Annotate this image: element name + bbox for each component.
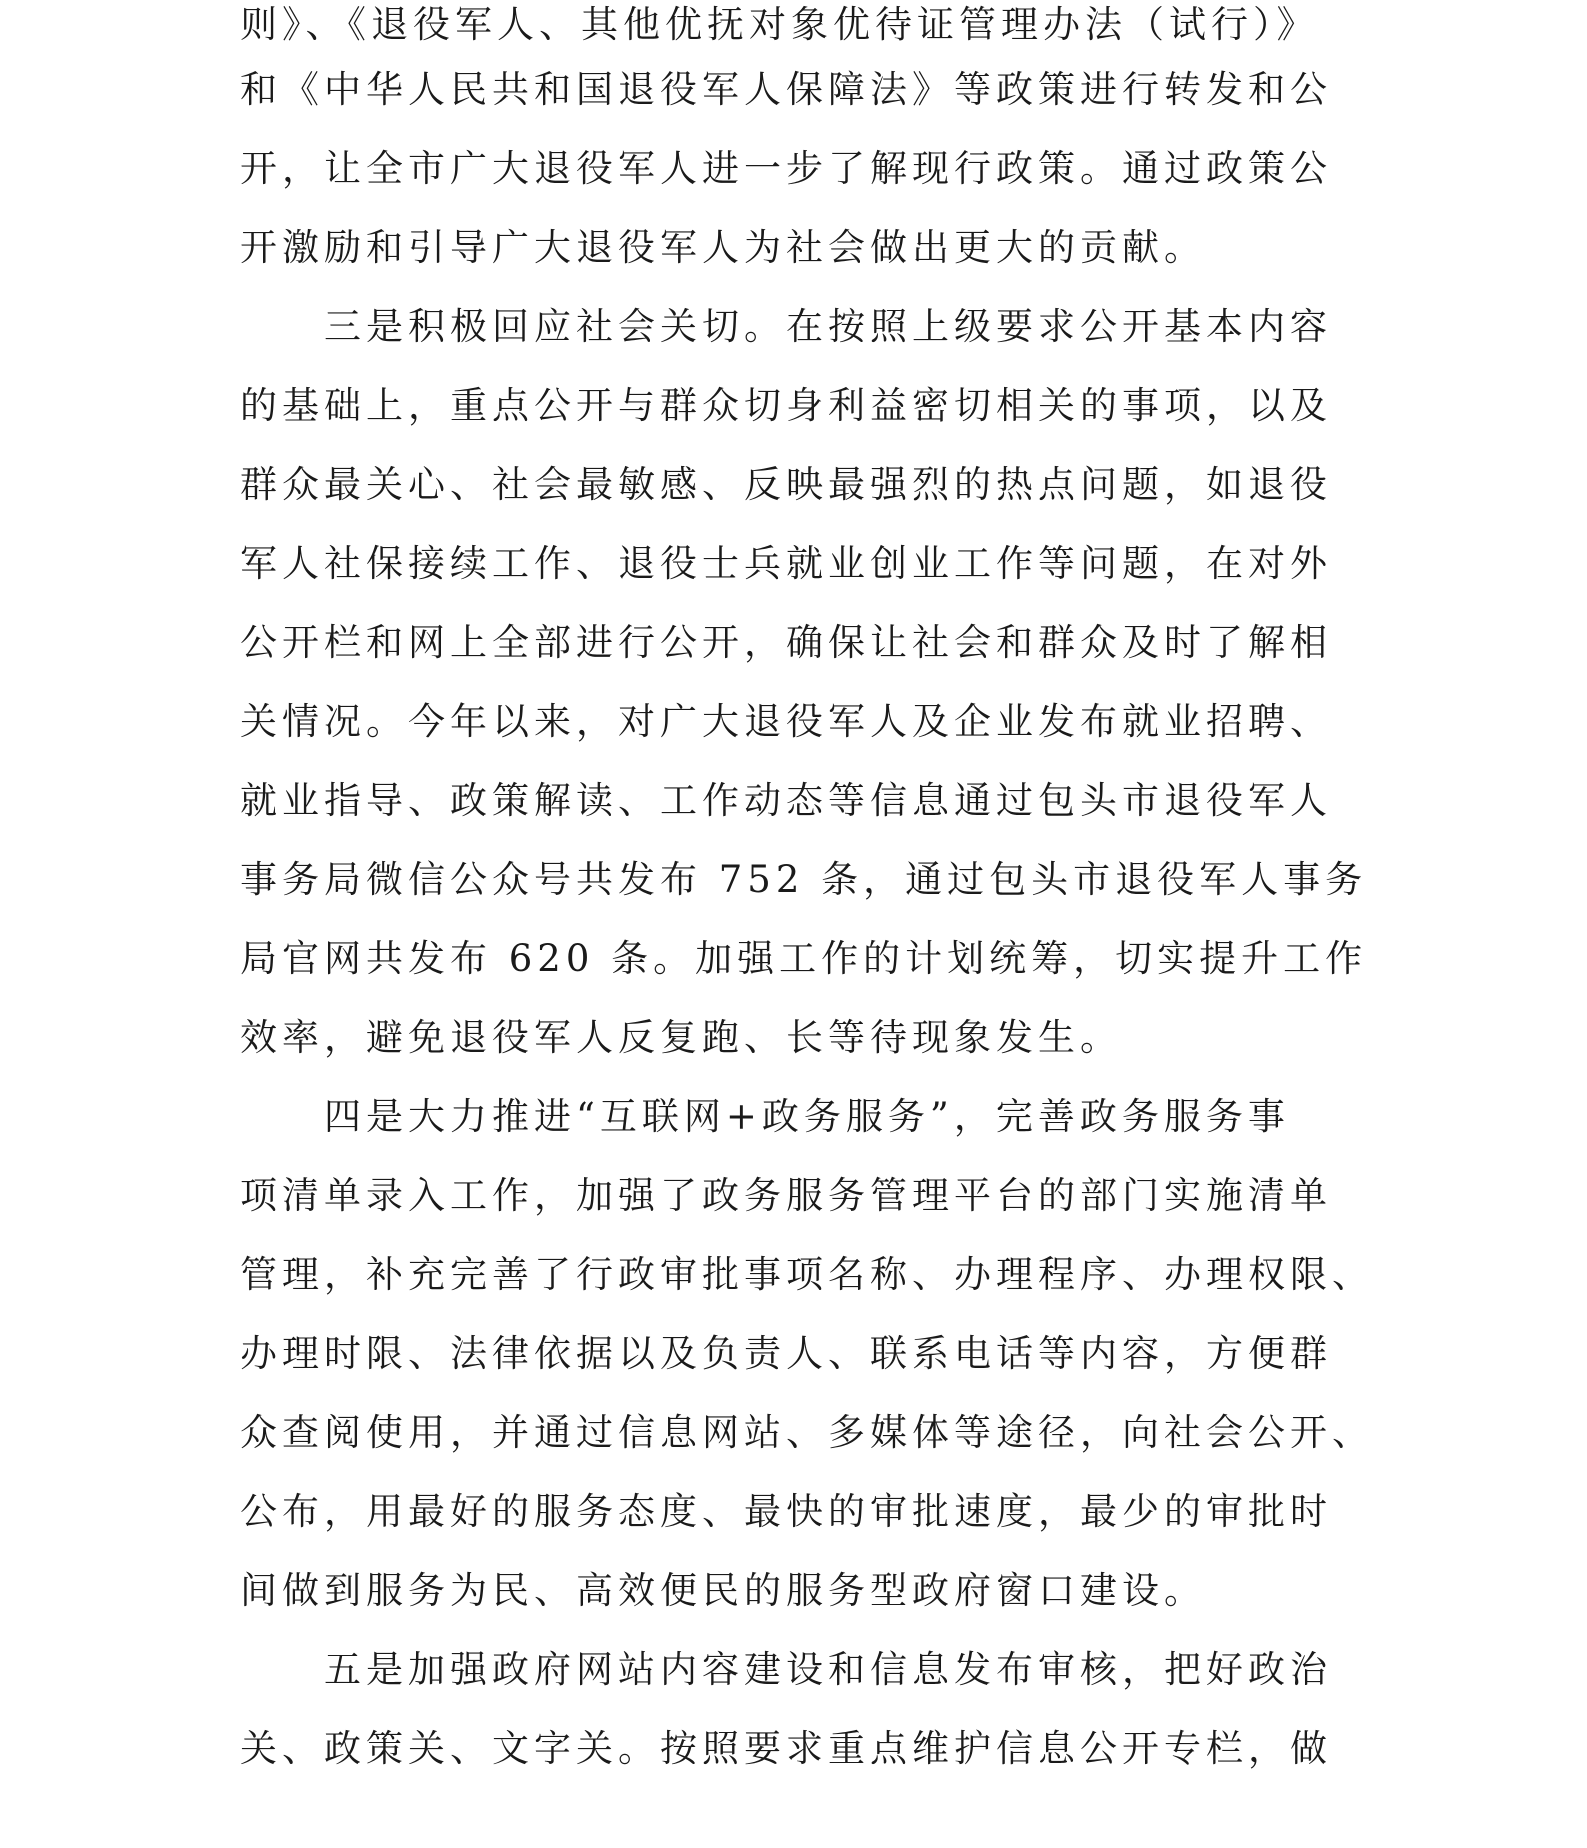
- text-line: 开激励和引导广大退役军人为社会做出更大的贡献。: [240, 226, 1206, 269]
- text-line: 群众最关心、社会最敏感、反映最强烈的热点问题，如退役: [240, 463, 1332, 506]
- text-line: 的基础上，重点公开与群众切身利益密切相关的事项，以及: [240, 384, 1332, 427]
- text-line: 间做到服务为民、高效便民的服务型政府窗口建设。: [240, 1569, 1206, 1612]
- text-line: 军人社保接续工作、退役士兵就业创业工作等问题，在对外: [240, 542, 1332, 585]
- text-line: 众查阅使用，并通过信息网站、多媒体等途径，向社会公开、: [240, 1411, 1374, 1454]
- text-line: 关、政策关、文字关。按照要求重点维护信息公开专栏，做: [240, 1727, 1332, 1770]
- text-line: 开，让全市广大退役军人进一步了解现行政策。通过政策公: [240, 147, 1332, 190]
- text-line: 办理时限、法律依据以及负责人、联系电话等内容，方便群: [240, 1332, 1332, 1375]
- text-line: 就业指导、政策解读、工作动态等信息通过包头市退役军人: [240, 779, 1332, 822]
- text-line: 项清单录入工作，加强了政务服务管理平台的部门实施清单: [240, 1174, 1332, 1217]
- paragraph-start-line: 四是大力推进“互联网+政务服务”，完善政务服务事: [324, 1095, 1290, 1138]
- text-line: 公布，用最好的服务态度、最快的审批速度，最少的审批时: [240, 1490, 1332, 1533]
- paragraph-start-line: 三是积极回应社会关切。在按照上级要求公开基本内容: [324, 305, 1332, 348]
- text-line: 事务局微信公众号共发布 752 条，通过包头市退役军人事务: [240, 858, 1368, 901]
- text-line: 效率，避免退役军人反复跑、长等待现象发生。: [240, 1016, 1122, 1059]
- text-line: 局官网共发布 620 条。加强工作的计划统筹，切实提升工作: [240, 937, 1368, 980]
- text-line: 公开栏和网上全部进行公开，确保让社会和群众及时了解相: [240, 621, 1332, 664]
- paragraph-start-line: 五是加强政府网站内容建设和信息发布审核，把好政治: [324, 1648, 1332, 1691]
- text-line: 管理，补充完善了行政审批事项名称、办理程序、办理权限、: [240, 1253, 1374, 1296]
- text-line: 和《中华人民共和国退役军人保障法》等政策进行转发和公: [240, 68, 1332, 111]
- text-line: 关情况。今年以来，对广大退役军人及企业发布就业招聘、: [240, 700, 1332, 743]
- text-line: 则》、《退役军人、其他优抚对象优待证管理办法（试行）》: [240, 3, 1319, 46]
- document-body: [240, 0, 1374, 1788]
